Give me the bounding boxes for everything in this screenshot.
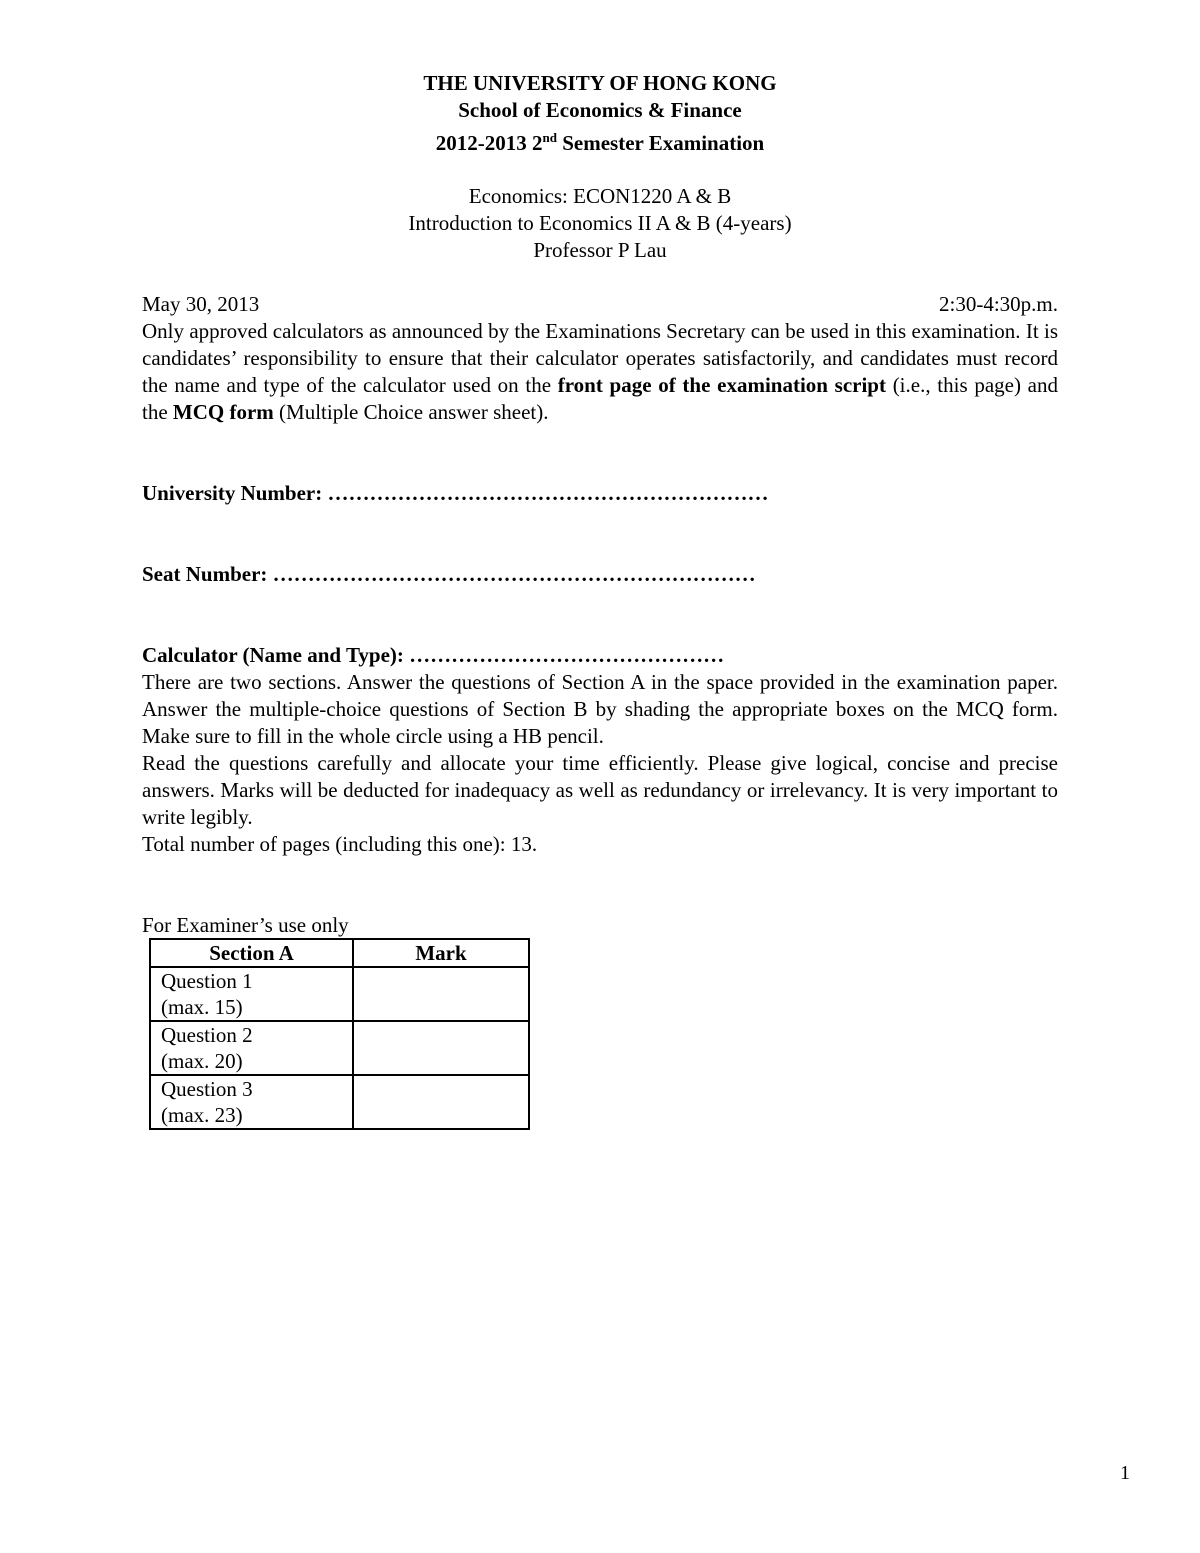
table-row (150, 1075, 529, 1129)
table-row (150, 1021, 529, 1075)
examiner-marks-table (149, 938, 530, 1130)
section-a-header: Section A (150, 939, 353, 967)
exam-time: 2:30-4:30p.m. (939, 292, 1058, 316)
calculator-notice-text-2: (i.e., this page) and the (142, 373, 1058, 424)
exam-title (142, 124, 1058, 157)
examiner-use-label: For Examiner’s use only (142, 913, 349, 937)
calculator-notice-bold-2: MCQ form (172, 400, 274, 424)
school-name: School of Economics & Finance (458, 98, 742, 122)
calculator-notice-text-3: (Multiple Choice answer sheet). (273, 400, 549, 424)
page-number: 1 (1120, 1462, 1130, 1484)
mark-cell[interactable] (353, 1021, 529, 1075)
reading-instructions: Read the questions carefully and allocate your time efficiently. Please give logical, concise and precise answers. Marks will be deducted for inadequacy as well as redundancy or irrelevancy. It is very important to write legibly. (142, 751, 1058, 829)
question-label: Question 2 (161, 1023, 253, 1047)
exam-year: 2012-2013 2 (435, 131, 543, 155)
date-time-row (142, 291, 1058, 318)
calculator-notice (142, 318, 1058, 426)
calculator-field[interactable]: Calculator (Name and Type): ……………………………………… (142, 643, 725, 667)
marks-table-header (150, 939, 529, 967)
exam-ordinal-suffix: nd (542, 130, 557, 145)
question-label: Question 3 (161, 1077, 253, 1101)
total-pages: Total number of pages (including this one): 13. (142, 832, 538, 856)
mark-cell[interactable] (353, 1075, 529, 1129)
question-max: (max. 20) (161, 1049, 243, 1073)
course-title: Introduction to Economics II A & B (4-years) (408, 211, 792, 235)
question-label: Question 1 (161, 969, 253, 993)
question-max: (max. 15) (161, 995, 243, 1019)
calculator-notice-bold-1: front page of the examination script (557, 373, 886, 397)
table-row (150, 967, 529, 1021)
course-code: Economics: ECON1220 A & B (468, 184, 732, 208)
seat-number-field[interactable]: Seat Number: …………………………………………………………… (142, 562, 756, 586)
university-number-field[interactable]: University Number: ……………………………………………………… (142, 481, 769, 505)
exam-date: May 30, 2013 (142, 292, 260, 316)
mark-header: Mark (353, 939, 529, 967)
question-cell (150, 967, 353, 1021)
exam-semester-label: Semester Examination (556, 131, 765, 155)
question-cell (150, 1021, 353, 1075)
question-max: (max. 23) (161, 1103, 243, 1127)
professor-name: Professor P Lau (533, 238, 667, 262)
sections-instructions: There are two sections. Answer the questions of Section A in the space provided in the examination paper. Answer the multiple-choice questions of Section B by shading the appropriate boxes on the MCQ form. Make sure to fill in the whole circle using a HB pencil. (142, 670, 1058, 748)
question-cell (150, 1075, 353, 1129)
exam-cover-page (142, 70, 1058, 1130)
mark-cell[interactable] (353, 967, 529, 1021)
university-title: THE UNIVERSITY OF HONG KONG (423, 71, 777, 95)
calculator-notice-text-1: Only approved calculators as announced by the Examinations Secretary can be used in this examination. It is candidates’ responsibility to ensure that their calculator operates satisfactorily, and candidates must record the name and type of the calculator used on the (142, 319, 1058, 397)
